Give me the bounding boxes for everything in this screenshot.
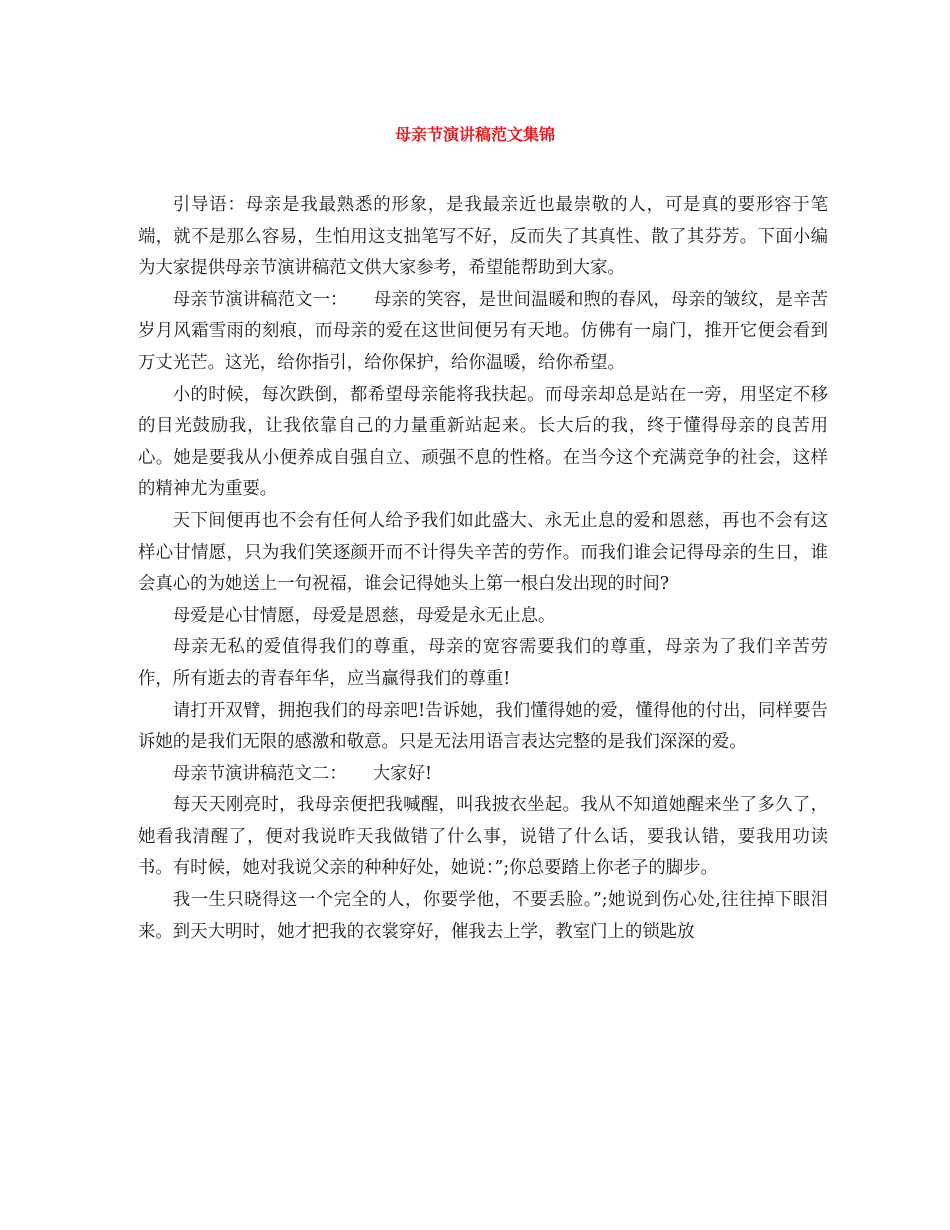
document-title: 母亲节演讲稿范文集锦: [394, 125, 555, 144]
paragraph: 小的时候，每次跌倒，都希望母亲能将我扶起。而母亲却总是站在一旁，用坚定不移的目光鼓励我，让我依靠自己的力量重新站起来。长大后的我，终于懂得母亲的良苦用心。她是要我从小便养成自强自立、顽强不息的性格。在当今这个充满竞争的社会，这样的精神尤为重要。: [138, 384, 828, 500]
paragraph-speech-two: 母亲节演讲稿范文二： 大家好!: [172, 763, 432, 784]
paragraph: 每天天刚亮时，我母亲便把我喊醒，叫我披衣坐起。我从不知道她醒来坐了多久了，她看我清醒了，便对我说昨天我做错了什么事，说错了什么话，要我认错，要我用功读书。有时候，她对我说父亲的种种好处，她说：”;你总要踏上你老子的脚步。: [138, 795, 828, 879]
document-body: [138, 190, 828, 948]
paragraph: 母亲无私的爱值得我们的尊重，母亲的宽容需要我们的尊重，母亲为了我们辛苦劳作，所有逝去的青春年华，应当赢得我们的尊重!: [138, 637, 828, 689]
paragraph-intro: 引导语：母亲是我最熟悉的形象，是我最亲近也最崇敬的人，可是真的要形容于笔端，就不是那么容易，生怕用这支拙笔写不好，反而失了其真性、散了其芬芳。下面小编为大家提供母亲节演讲稿范文供大家参考，希望能帮助到大家。: [138, 195, 828, 279]
paragraph: 母爱是心甘情愿，母爱是恩慈，母爱是永无止息。: [172, 605, 556, 626]
paragraph-speech-one: 母亲节演讲稿范文一： 母亲的笑容，是世间温暖和煦的春风，母亲的皱纹，是辛苦岁月风霜雪雨的刻痕，而母亲的爱在这世间便另有天地。仿佛有一扇门，推开它便会看到万丈光芒。这光，给你指引，给你保护，给你温暖，给你希望。: [138, 289, 828, 373]
paragraph: 我一生只晓得这一个完全的人，你要学他，不要丢脸。”;她说到伤心处,往往掉下眼泪来。到天大明时，她才把我的衣裳穿好，催我去上学，教室门上的锁匙放: [138, 890, 828, 942]
paragraph: 天下间便再也不会有任何人给予我们如此盛大、永无止息的爱和恩慈，再也不会有这样心甘情愿，只为我们笑逐颜开而不计得失辛苦的劳作。而我们谁会记得母亲的生日，谁会真心的为她送上一句祝福，谁会记得她头上第一根白发出现的时间?: [138, 510, 828, 595]
paragraph: 请打开双臂，拥抱我们的母亲吧!告诉她，我们懂得她的爱，懂得他的付出，同样要告诉她的是我们无限的感激和敬意。只是无法用语言表达完整的是我们深深的爱。: [138, 700, 828, 753]
